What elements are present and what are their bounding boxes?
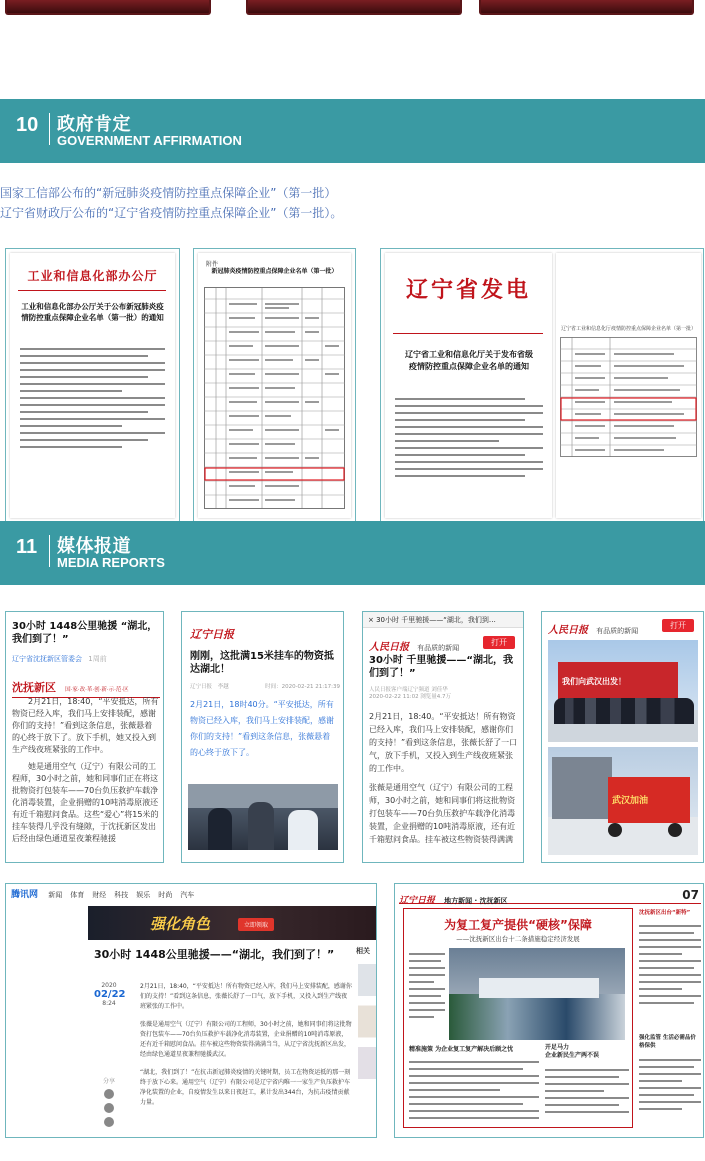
feature-caption: 精准施策 为企业复工复产解决后顾之忧 [409, 1046, 514, 1053]
ad-text: 强化角色 [150, 915, 211, 933]
right-col-lines [639, 920, 701, 1009]
gov-doc-1 [10, 253, 175, 518]
article-para-2: 她是通用空气（辽宁）有限公司的工程师，30小时之前，她和同事们正在将这批物资打包装车——70台负压救护车载净化消毒装置，企业捐赠的10吨消毒原液还有近千箱慰问食品。这些“爱心”将15米的挂车装得几乎没有缝隙，于沈抚新区发出后经由绿色通道星夜兼程驰援 [12, 762, 159, 843]
truck-banner: 我们向武汉出发！ [562, 677, 626, 686]
share-label: 分享 [102, 1078, 115, 1085]
framed-certificate-3 [479, 0, 694, 15]
section-11-banner [0, 521, 705, 585]
paper-masthead [399, 888, 701, 904]
doc-table [560, 337, 697, 457]
section-title-en: MEDIA REPORTS [57, 555, 165, 570]
article-headline: 刚刚，这批满15米挂车的物资抵达湖北！ [190, 651, 334, 675]
share-qzone-icon[interactable] [104, 1117, 114, 1127]
related-sidebar [358, 964, 376, 1124]
doc-body-lines [395, 393, 543, 482]
doc-header: 辽宁省发电 [405, 277, 531, 303]
article-headline: 30小时 1448公里驰援 “湖北，我们到了！” [12, 621, 158, 645]
ad-banner[interactable] [88, 906, 377, 940]
site-nav-item[interactable]: 娱乐 [136, 891, 151, 899]
gov-doc-3-card [380, 248, 704, 523]
side-article-title [545, 1044, 629, 1060]
article-meta [12, 654, 107, 664]
gov-doc-3-letter [385, 253, 552, 518]
site-header [11, 888, 373, 902]
open-app-button[interactable]: 打开 [662, 619, 694, 632]
banner-divider [49, 113, 50, 145]
caption-line-2: 辽宁省财政厅公布的“辽宁省疫情防控重点保障企业”（第一批）。 [0, 206, 343, 220]
article-para-1: 2月21日，18:40，“平安抵达！所有物资已经入库，我们马上安排装配，感谢你们的支持！”看到这条信息，张薇长舒了一口气，放下手机，又投入到生产线夜班紧张的工作中。 [140, 983, 352, 1010]
banner-divider [49, 535, 50, 567]
section-tag: 地方新闻 · 沈抚新区 [444, 897, 508, 905]
table-title: 辽宁省工业和信息化厅疫情防控重点保障企业名单（第一批） [560, 326, 696, 332]
article-source: 人民日报客户端辽宁频道 刘佳华 [369, 687, 448, 693]
media-card-newspaper[interactable] [394, 883, 704, 1138]
open-app-button[interactable]: 打开 [483, 636, 515, 649]
article-body: 2月21日，18时40分。“平安抵达，所有物资已经入库，我们马上安排装配，感谢你们的支持！”看到这条信息，张薇悬着的心终于放下了。 [190, 700, 334, 757]
side-title-2: 企业新民生产两不误 [545, 1052, 600, 1059]
section-title-cn: 政府肯定 [57, 114, 131, 135]
article-para-2: 张薇是通用空气（辽宁）有限公司的工程师，30小时之前，她和同事们将这批物资打包装车——70台负压救护车载净化消毒装置，企业捐赠的10吨消毒原液，还有近千箱慰问食品。挂车被这些物资装得满满 [369, 783, 516, 844]
outlet-logo: 人民日报 [369, 642, 409, 653]
section-10-caption [0, 183, 705, 223]
right-col-title-2: 强化监管 生活必需品价格保供 [639, 1035, 696, 1049]
article-source: 辽宁日报 [190, 684, 213, 690]
media-card-lnrb[interactable] [181, 611, 344, 863]
media-card-tencent[interactable] [5, 883, 377, 1138]
red-rule [393, 333, 543, 334]
article-time: 2020-02-22 11:02 浏览量4.7万 [369, 694, 452, 700]
date-md: 02/22 [94, 989, 126, 1000]
framed-certificate-2 [246, 0, 462, 15]
article-source[interactable]: 辽宁省沈抚新区管委会 [12, 655, 82, 663]
truck-banner-2: 武汉加油 [612, 796, 649, 805]
site-logo[interactable]: 腾讯网 [11, 890, 39, 900]
gov-doc-2 [198, 253, 351, 518]
gov-doc-3-table [556, 253, 701, 518]
article-para-1: 2月21日，18:40。“平安抵达！所有物资已经入库，我们马上安排装配，感谢你们的支持！”看到这条信息，张薇长舒了一口气，放下手机，又投入到生产线夜班紧张的工作中。 [369, 712, 518, 773]
right-col-title: 沈抚新区出台“新特” [639, 910, 691, 916]
article-date [94, 982, 124, 1007]
article-para-1: 2月21日，18:40，“平安抵达，所有物资已经入库，我们马上安排装配，感谢你们的支持！”看到这条信息，张薇悬着的心终于放下了。放下手机，她又投入到生产线夜班紧张的工作中。 [12, 697, 159, 754]
site-nav-item[interactable]: 科技 [114, 891, 129, 899]
gov-doc-1-card [5, 248, 180, 523]
outlet-bar [548, 618, 698, 636]
outlet-logo: 辽宁日报 [190, 628, 234, 641]
side-article-lines [545, 1064, 629, 1118]
doc-label: 附件 [206, 261, 219, 268]
site-nav-item[interactable]: 财经 [92, 891, 107, 899]
gov-doc-2-card [193, 248, 356, 523]
outlet-tagline: 有品质的新闻 [596, 627, 639, 635]
share-column [94, 1076, 124, 1131]
date-year: 2020 [101, 982, 117, 989]
paper-title: 沈抚新区 [12, 681, 56, 694]
feature-subhead: ——沈抚新区出台十二条措施稳定经济发展 [456, 935, 580, 943]
article-para-3: “湖北，我们到了！”在抗击新冠肺炎疫情的关键时期，员工在物资运抵的那一刻终于放下心来。通用空气（辽宁）有限公司是辽宁省内唯一一家生产负压救护车净化装置的企业，自疫情发生以来日夜赶工，累计发出344台，为抗击疫情贡献力量。 [140, 1069, 351, 1106]
site-nav-item[interactable]: 汽车 [180, 891, 195, 899]
side-title-1: 开足马力 [545, 1044, 570, 1051]
article-author: 李越 [217, 684, 229, 690]
feature-headline: 为复工复产提供“硬核”保障 [444, 918, 592, 932]
article-body [12, 696, 160, 860]
feature-col-text-2 [409, 1056, 539, 1124]
article-headline: 30小时 千里驰援——“湖北，我们到了！” [369, 655, 513, 679]
site-nav [40, 891, 194, 899]
outlet-bar [369, 635, 519, 653]
doc-table [204, 287, 345, 509]
article-meta [369, 687, 519, 701]
caption-line-1: 国家工信部公布的“新冠肺炎疫情防控重点保障企业”（第一批） [0, 186, 337, 200]
article-meta [190, 682, 340, 690]
news-photo-truck-road [548, 747, 698, 855]
outlet-logo: 人民日报 [548, 625, 588, 636]
site-nav-item[interactable]: 新闻 [48, 891, 63, 899]
article-time: 时间：2020-02-21 21:17:39 [265, 684, 340, 690]
section-title-cn: 媒体报道 [57, 536, 131, 557]
section-number: 10 [16, 114, 39, 136]
red-rule [18, 290, 166, 291]
article-headline: 30小时 1448公里驰援——“湖北，我们到了！” [94, 948, 335, 961]
paper-sub: 国·家·改·革·创·新·示·范·区 [65, 687, 129, 693]
news-photo-truck-team [548, 640, 698, 742]
feature-col-text [409, 948, 445, 1023]
news-photo-workers [188, 784, 338, 850]
paper-masthead [12, 676, 160, 698]
article-body [369, 710, 519, 858]
article-body [140, 982, 352, 1132]
ad-button[interactable]: 立即领取 [238, 918, 274, 931]
article-para-2: 张薇是通用空气（辽宁）有限公司的工程师，30小时之前，她和同事们将这批物资打包装车——70台负压救护车载净化消毒装置，企业捐赠的10吨消毒原液，还有近千箱慰问食品。挂车被这些物资装得满满当当，从辽宁省沈抚新区出发，经由绿色通道星夜兼程驰援武汉。 [140, 1021, 352, 1058]
doc-title: 辽宁省工业和信息化厅关于发布省级疫情防控重点保障企业名单的通知 [405, 350, 533, 371]
masthead-logo: 辽宁日报 [399, 896, 436, 906]
browser-tab-title[interactable]: × 30小时 千里驰援——“湖北，我们到… [363, 612, 524, 628]
doc-header: 工业和信息化部办公厅 [27, 269, 158, 283]
media-card-wechat[interactable] [5, 611, 164, 863]
page-number: 07 [682, 888, 699, 902]
outlet-tagline: 有品质的新闻 [417, 644, 460, 652]
doc-title: 新冠肺炎疫情防控重点保障企业名单（第一批） [211, 268, 338, 275]
share-wechat-icon[interactable] [104, 1089, 114, 1099]
doc-body-lines [20, 343, 165, 453]
date-time: 8:24 [102, 1000, 116, 1007]
section-10-banner [0, 99, 705, 163]
article-time: 1周前 [88, 655, 107, 663]
media-card-photos[interactable] [541, 611, 704, 863]
related-label: 相关 [356, 947, 370, 955]
right-col-lines-2 [639, 1054, 701, 1115]
share-weibo-icon[interactable] [104, 1103, 114, 1113]
section-number: 11 [16, 536, 38, 558]
section-title-en: GOVERNMENT AFFIRMATION [57, 133, 242, 148]
previous-section-photo-strip [0, 0, 705, 17]
site-nav-item[interactable]: 时尚 [158, 891, 173, 899]
site-nav-item[interactable]: 体育 [70, 891, 85, 899]
framed-certificate-1 [5, 0, 211, 15]
feature-photo-factory [449, 948, 625, 1040]
doc-title: 工业和信息化部办公厅关于公布新冠肺炎疫情防控重点保障企业名单（第一批）的通知 [21, 302, 164, 322]
media-card-peoples-daily[interactable] [362, 611, 524, 863]
